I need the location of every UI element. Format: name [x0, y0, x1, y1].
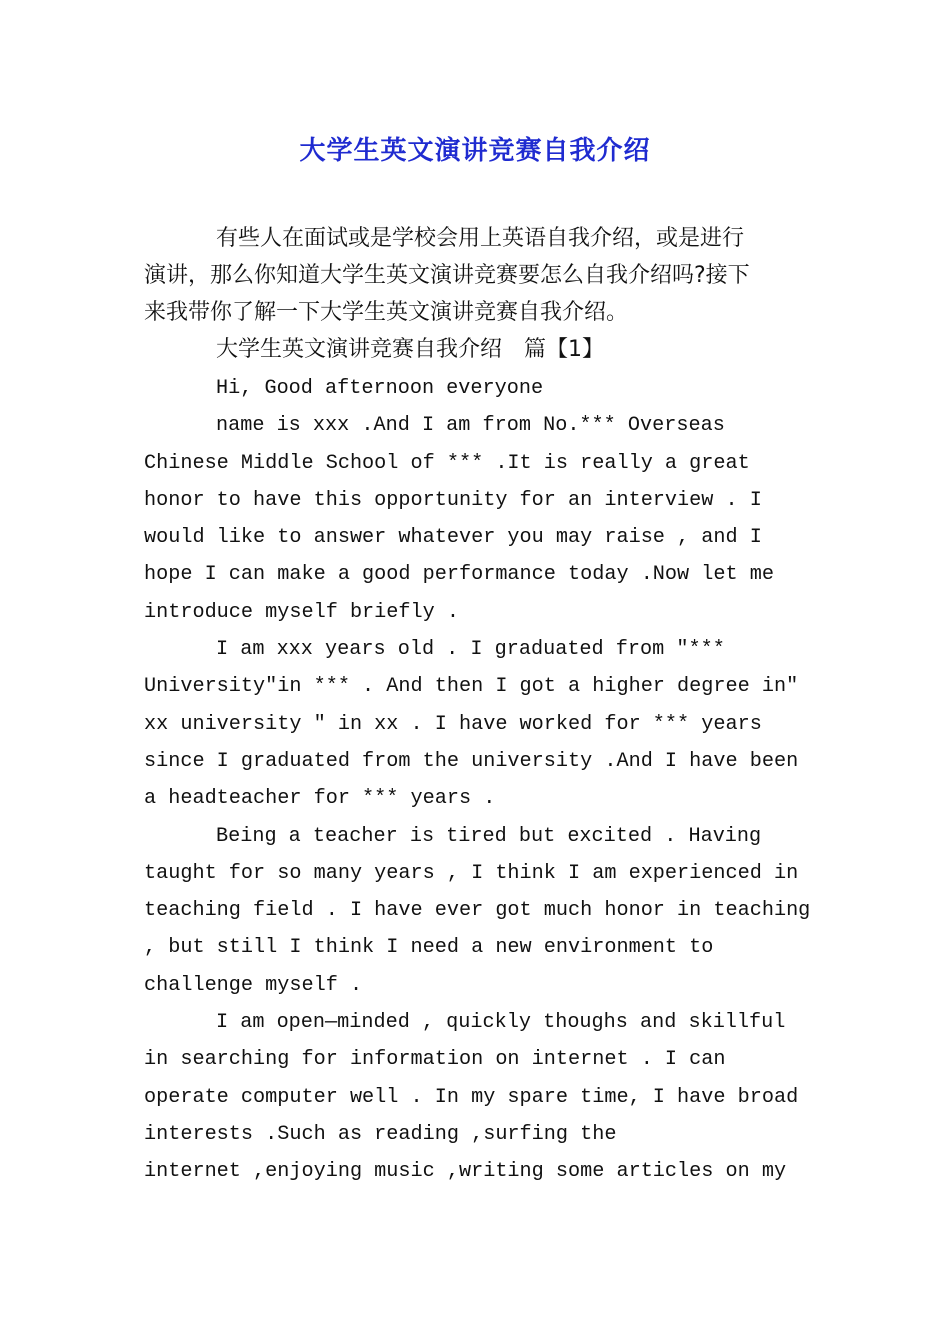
document-title: 大学生英文演讲竞赛自我介绍 — [299, 136, 651, 166]
text-line: I am xxx years old . I graduated from "*** — [216, 638, 725, 662]
text-line: introduce myself briefly . — [144, 600, 459, 624]
text-line: challenge myself . — [144, 973, 363, 997]
intro-line: 来我带你了解一下大学生英文演讲竞赛自我介绍。 — [144, 300, 629, 325]
text-line: University"in *** . And then I got a higher degree in" — [144, 675, 799, 699]
text-line: operate computer well . In my spare time, I have broad — [144, 1085, 799, 1109]
intro-line: 演讲，那么你知道大学生英文演讲竞赛要怎么自我介绍吗?接下 — [144, 263, 750, 288]
text-line: honor to have this opportunity for an interview . I — [144, 488, 762, 512]
text-line: Being a teacher is tired but excited . Having — [216, 824, 762, 848]
text-line: a headteacher for *** years . — [144, 787, 496, 811]
text-line: Hi, Good afternoon everyone — [216, 377, 544, 400]
section-heading: 大学生英文演讲竞赛自我介绍 篇【1】 — [216, 337, 604, 362]
intro-paragraph — [144, 220, 814, 368]
text-line: would like to answer whatever you may raise , and I — [144, 526, 762, 550]
intro-line: 有些人在面试或是学校会用上英语自我介绍，或是进行 — [216, 226, 745, 251]
text-line: hope I can make a good performance today .Now let me — [144, 563, 774, 587]
speech-body — [144, 370, 824, 1191]
text-line: , but still I think I need a new environment to — [144, 936, 714, 960]
text-line: Chinese Middle School of *** .It is really a great — [144, 451, 750, 475]
text-line: in searching for information on internet . I can — [144, 1048, 726, 1072]
text-line: name is xxx .And I am from No.*** Overseas — [216, 414, 725, 438]
text-line: xx university " in xx . I have worked for *** years — [144, 712, 762, 736]
text-line: interests .Such as reading ,surfing the — [144, 1122, 617, 1146]
text-line: taught for so many years , I think I am experienced in — [144, 861, 799, 885]
text-line: since I graduated from the university .And I have been — [144, 749, 799, 773]
text-line: teaching field . I have ever got much honor in teaching — [144, 899, 811, 923]
text-line: internet ,enjoying music ,writing some articles on my — [144, 1160, 787, 1184]
text-line: I am open—minded , quickly thoughs and skillful — [216, 1011, 786, 1035]
